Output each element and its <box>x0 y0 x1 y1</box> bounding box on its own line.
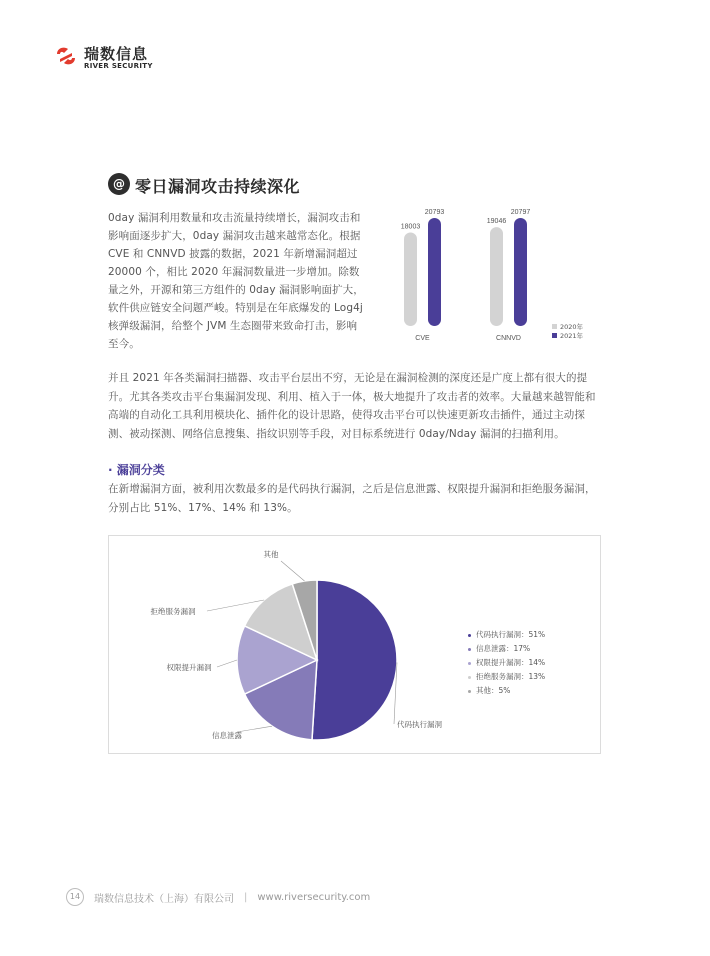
legend-dot-icon <box>468 690 471 693</box>
pie-label: 权限提升漏洞 <box>166 663 212 672</box>
logo-text-cn: 瑞数信息 <box>84 45 149 63</box>
bar-CVE-2021年 <box>428 218 441 326</box>
legend-dot-icon <box>468 648 471 651</box>
bar-CVE-2020年 <box>404 233 417 326</box>
intro-paragraph: 0day 漏洞利用数量和攻击流量持续增长，漏洞攻击和影响面逐步扩大，0day 漏洞攻击越来越常态化。根据 CVE 和 CNNVD 披露的数据，2021 年新增漏洞超过 20000 个，相比 2020 年漏洞数量进一步增加。除数量之外，开源和第三方组件的 0day 漏洞影响面扩大，软件供应链安全问题严峻。特别是在年底爆发的 Log4j 核弹级漏洞，给整个 JVM 生态圈带来致命打击，影响至今。 <box>108 212 364 350</box>
pie-legend-item <box>468 670 545 684</box>
pie-label: 拒绝服务漏洞 <box>150 607 196 616</box>
body-paragraph: 并且 2021 年各类漏洞扫描器、攻击平台层出不穷，无论是在漏洞检测的深度还是广度上都有很大的提升。尤其各类攻击平台集漏洞发现、利用、植入于一体，极大地提升了攻击者的效率。大量越来越智能和高端的自动化工具利用模块化、插件化的设计思路，使得攻击平台可以快速更新攻击插件，通过主动探测、被动探测、网络信息搜集、指纹识别等手段，对目标系统进行 0day/Nday 漏洞的扫描利用。 <box>108 372 596 440</box>
subsection-title: · 漏洞分类 <box>108 463 165 477</box>
pie-leader-line <box>281 561 304 581</box>
vulnerability-category-pie-chart <box>109 536 469 753</box>
pie-legend-item <box>468 684 545 698</box>
pie-legend-label: 其他：5% <box>476 686 511 695</box>
footer <box>66 888 370 906</box>
company-logo-icon <box>54 44 78 68</box>
pie-legend-label: 信息泄露：17% <box>476 644 531 653</box>
footer-company: 瑞数信息技术（上海）有限公司 <box>94 893 234 905</box>
pie-legend-item <box>468 628 545 642</box>
bar-CNNVD-2020年 <box>490 227 503 326</box>
pie-legend-item <box>468 656 545 670</box>
pie-legend-label: 代码执行漏洞：51% <box>476 630 546 639</box>
pie-leader-line <box>237 726 272 732</box>
bar-legend-label: 2020年 <box>560 323 584 331</box>
bar-value-label: 20793 <box>424 209 445 217</box>
bar-category-label: CVE <box>415 335 430 342</box>
pie-legend-label: 拒绝服务漏洞：13% <box>476 672 546 681</box>
footer-url[interactable]: www.riversecurity.com <box>257 891 371 903</box>
bar-legend-swatch <box>552 324 557 329</box>
pie-legend-item <box>468 642 545 656</box>
bar-legend-label: 2021年 <box>560 332 584 340</box>
bar-value-label: 19046 <box>486 218 507 226</box>
logo-text-en: RIVER SECURITY <box>84 62 153 70</box>
subsection-paragraph: 在新增漏洞方面，被利用次数最多的是代码执行漏洞，之后是信息泄露、权限提升漏洞和拒绝服务漏洞，分别占比 51%、17%、14% 和 13%。 <box>108 483 596 514</box>
legend-dot-icon <box>468 662 471 665</box>
page-number: 14 <box>66 888 84 906</box>
pie-legend-label: 权限提升漏洞：14% <box>476 658 546 667</box>
bar-value-label: 18003 <box>400 223 421 231</box>
pie-legend <box>468 628 545 698</box>
legend-dot-icon <box>468 634 471 637</box>
pie-leader-line <box>217 660 237 667</box>
pie-label: 信息泄露 <box>212 731 242 740</box>
footer-separator: | <box>244 891 248 903</box>
at-sign-icon: @ <box>108 173 130 195</box>
pie-label: 其他 <box>263 550 279 559</box>
bar-legend-swatch <box>552 333 557 338</box>
bar-category-label: CNNVD <box>496 335 521 342</box>
section-title: 零日漏洞攻击持续深化 <box>135 177 301 196</box>
bar-value-label: 20797 <box>510 209 531 216</box>
pie-slice-代码执行漏洞 <box>312 580 397 740</box>
pie-label: 代码执行漏洞 <box>397 720 442 729</box>
vulnerability-count-bar-chart <box>390 200 590 348</box>
legend-dot-icon <box>468 676 471 679</box>
bar-CNNVD-2021年 <box>514 218 527 326</box>
